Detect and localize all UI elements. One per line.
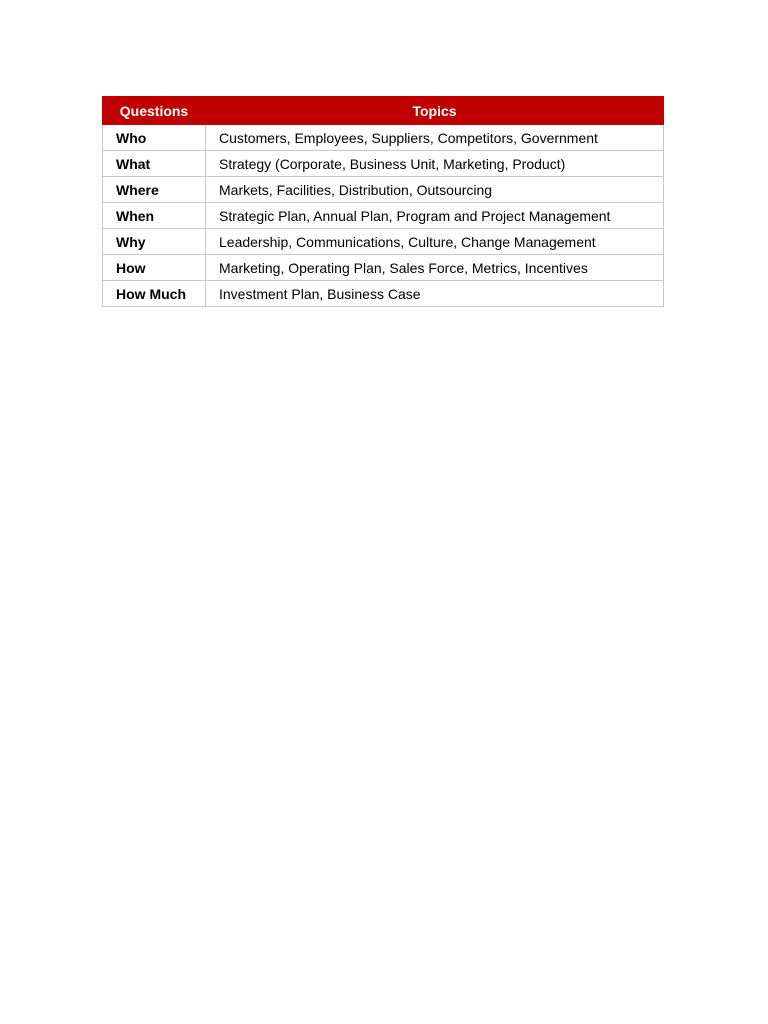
topics-cell: Marketing, Operating Plan, Sales Force, Metrics, Incentives [206, 255, 664, 281]
topics-cell: Customers, Employees, Suppliers, Competitors, Government [206, 125, 664, 151]
topics-cell: Markets, Facilities, Distribution, Outsourcing [206, 177, 664, 203]
question-cell: How Much [103, 281, 206, 307]
table-row [103, 125, 664, 151]
table-row [103, 229, 664, 255]
questions-column-header: Questions [103, 97, 206, 125]
table-row [103, 255, 664, 281]
table-row [103, 203, 664, 229]
topics-cell: Leadership, Communications, Culture, Change Management [206, 229, 664, 255]
table-row [103, 177, 664, 203]
topics-cell: Strategic Plan, Annual Plan, Program and Project Management [206, 203, 664, 229]
table-body [103, 125, 664, 307]
topics-cell: Strategy (Corporate, Business Unit, Marketing, Product) [206, 151, 664, 177]
question-cell: Why [103, 229, 206, 255]
question-cell: What [103, 151, 206, 177]
table-header [103, 97, 664, 125]
question-cell: Who [103, 125, 206, 151]
question-cell: Where [103, 177, 206, 203]
topics-column-header: Topics [206, 97, 664, 125]
questions-topics-table [102, 96, 664, 307]
question-cell: When [103, 203, 206, 229]
question-cell: How [103, 255, 206, 281]
topics-cell: Investment Plan, Business Case [206, 281, 664, 307]
table-row [103, 281, 664, 307]
table-header-row [103, 97, 664, 125]
table-row [103, 151, 664, 177]
